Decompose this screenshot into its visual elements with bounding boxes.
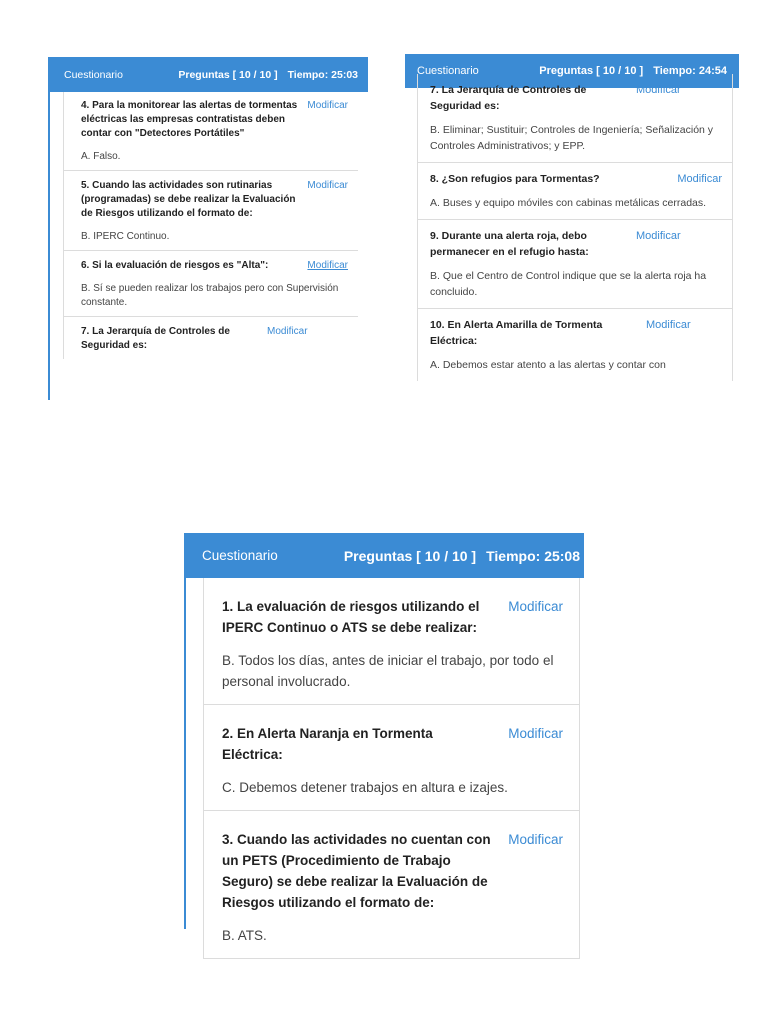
question-text: 2. En Alerta Naranja en Tormenta Eléctrica:	[222, 726, 433, 762]
question-text: 7. La Jerarquía de Controles de Seguridad es:	[430, 84, 587, 112]
question-text: 5. Cuando las actividades son rutinarias (programadas) se debe realizar la Evaluación de Riesgos utilizando el formato de:	[81, 180, 296, 219]
modify-link[interactable]: Modificar	[307, 100, 348, 111]
quiz-screenshot-a	[48, 57, 368, 400]
question-text: 3. Cuando las actividades no cuentan con un PETS (Procedimiento de Trabajo Seguro) se debe realizar la Evaluación de Riesgos utilizando el formato de:	[222, 832, 491, 910]
question-text: 9. Durante una alerta roja, debo permanecer en el refugio hasta:	[430, 230, 589, 258]
answer-text: A. Buses y equipo móviles con cabinas metálicas cerradas.	[430, 197, 707, 209]
question-text: 7. La Jerarquía de Controles de Seguridad es:	[81, 326, 230, 351]
quiz-header	[48, 57, 368, 92]
header-title: Cuestionario	[417, 65, 479, 77]
answer-text: B. Eliminar; Sustituir; Controles de Ingeniería; Señalización y Controles Administrativos; y EPP.	[430, 124, 714, 152]
quiz-screenshot-c	[184, 533, 584, 943]
question-counter: Preguntas [ 10 / 10 ]	[539, 65, 644, 77]
question-card	[204, 705, 579, 811]
question-card	[418, 309, 732, 381]
question-list-container	[48, 92, 368, 400]
question-card	[64, 251, 358, 317]
question-list-container	[405, 84, 739, 412]
question-counter: Preguntas [ 10 / 10 ]	[343, 547, 477, 564]
question-text: 1. La evaluación de riesgos utilizando el IPERC Continuo o ATS se debe realizar:	[222, 599, 480, 635]
question-card	[418, 220, 732, 309]
question-list	[63, 92, 358, 359]
question-card	[64, 317, 358, 359]
question-card	[204, 578, 579, 705]
question-card	[418, 74, 732, 163]
header-title: Cuestionario	[64, 68, 123, 81]
question-card	[64, 92, 358, 171]
modify-link[interactable]: Modificar	[677, 173, 722, 185]
question-list	[203, 578, 580, 959]
question-card	[418, 163, 732, 220]
question-text: 6. Si la evaluación de riesgos es "Alta":	[81, 260, 269, 271]
modify-link[interactable]: Modificar	[508, 726, 563, 741]
answer-text: B. IPERC Continuo.	[81, 231, 170, 242]
question-card	[64, 171, 358, 251]
question-text: 10. En Alerta Amarilla de Tormenta Eléctrica:	[430, 319, 603, 347]
question-list	[417, 74, 733, 381]
answer-text: A. Debemos estar atento a las alertas y contar con	[430, 359, 666, 371]
answer-text: A. Falso.	[81, 151, 121, 162]
answer-text: B. Todos los días, antes de iniciar el trabajo, por todo el personal involucrado.	[222, 653, 554, 689]
answer-text: B. ATS.	[222, 928, 267, 943]
question-list-container	[184, 578, 584, 943]
timer: Tiempo: 24:54	[653, 65, 727, 77]
question-counter: Preguntas [ 10 / 10 ]	[178, 68, 278, 81]
modify-link[interactable]: Modificar	[646, 319, 691, 331]
answer-text: B. Que el Centro de Control indique que se la alerta roja ha concluido.	[430, 270, 707, 298]
modify-link[interactable]: Modificar	[267, 326, 308, 337]
answer-text: B. Sí se pueden realizar los trabajos pero con Supervisión constante.	[81, 283, 339, 308]
quiz-header	[184, 533, 584, 578]
timer: Tiempo: 25:03	[287, 68, 358, 81]
quiz-screenshot-b	[405, 54, 739, 412]
answer-text: C. Debemos detener trabajos en altura e izajes.	[222, 780, 508, 795]
question-text: 4. Para la monitorear las alertas de tormentas eléctricas las empresas contratistas deben contar con "Detectores Portátiles"	[81, 100, 298, 139]
modify-link[interactable]: Modificar	[636, 230, 681, 242]
modify-link[interactable]: Modificar	[636, 84, 681, 96]
modify-link[interactable]: Modificar	[307, 180, 348, 191]
question-card	[204, 811, 579, 959]
header-title: Cuestionario	[202, 548, 278, 563]
modify-link[interactable]: Modificar	[508, 832, 563, 847]
modify-link[interactable]: Modificar	[307, 260, 348, 271]
question-text: 8. ¿Son refugios para Tormentas?	[430, 173, 600, 185]
modify-link[interactable]: Modificar	[508, 599, 563, 614]
timer: Tiempo: 25:08	[486, 547, 580, 564]
